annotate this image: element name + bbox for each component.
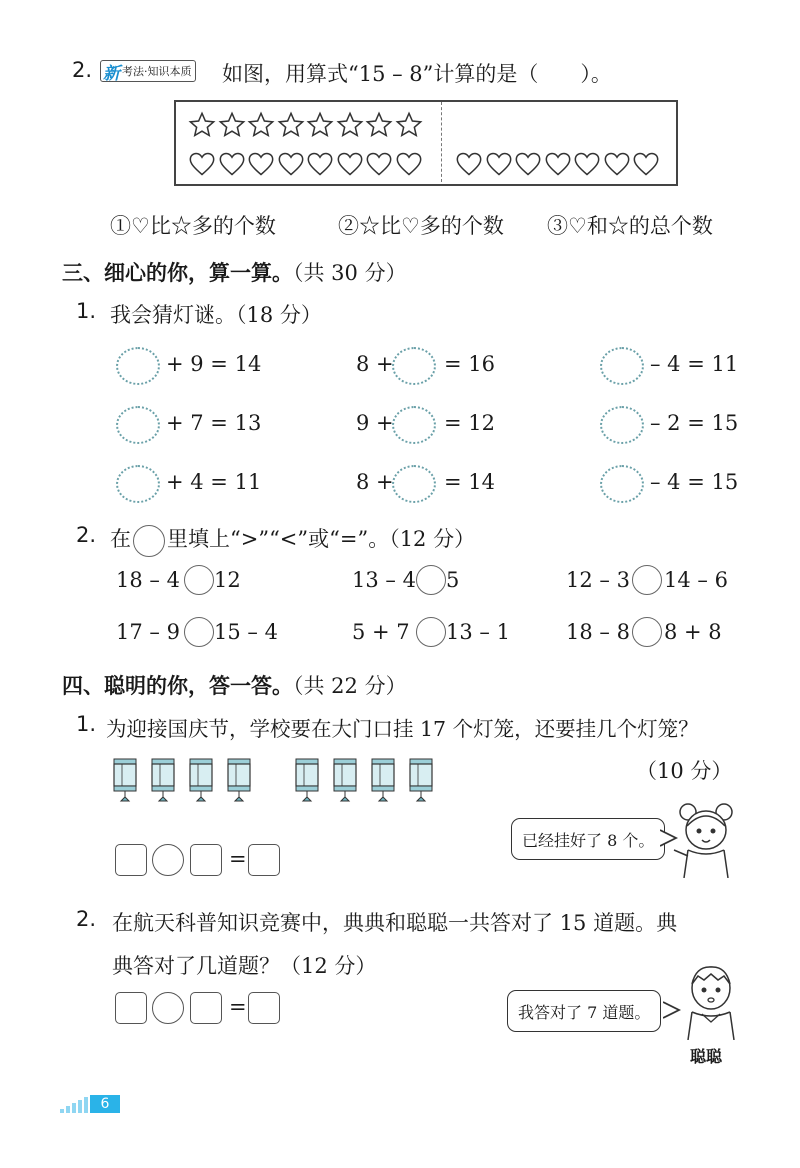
circle-symbol-icon xyxy=(133,525,165,557)
lantern-riddle-blank xyxy=(116,465,160,503)
lantern-riddle-blank xyxy=(392,347,436,385)
compare-right-expression: 5 xyxy=(446,568,460,592)
lantern-icon xyxy=(224,757,250,811)
compare-answer-circle[interactable] xyxy=(416,617,446,647)
answer-box[interactable] xyxy=(115,844,147,876)
figure-divider xyxy=(441,102,442,182)
star-icon xyxy=(395,111,423,139)
lantern-icon xyxy=(330,757,356,811)
heart-icon xyxy=(485,150,513,178)
heart-icon xyxy=(277,150,305,178)
compare-left-expression: 13 – 4 xyxy=(352,568,416,592)
heart-icon xyxy=(247,150,275,178)
riddle-expression: + 4 = 11 xyxy=(166,470,262,494)
compare-left-expression: 18 – 4 xyxy=(116,568,180,592)
lantern-icon xyxy=(148,757,174,811)
operator-circle[interactable] xyxy=(152,992,184,1024)
q2-number: 2. xyxy=(72,58,93,82)
compare-answer-circle[interactable] xyxy=(416,565,446,595)
s3-q1-number: 1. xyxy=(76,299,97,323)
q2-option-3: ③♡和☆的总个数 xyxy=(547,214,713,238)
section3-heading xyxy=(62,257,407,287)
compare-answer-circle[interactable] xyxy=(632,565,662,595)
s4-q2-bubble-text: 我答对了 7 道题。 xyxy=(518,1002,651,1022)
heart-icon xyxy=(514,150,542,178)
lantern-riddle-blank xyxy=(600,465,644,503)
heart-icon xyxy=(632,150,660,178)
s3-q2-text-a: 在 xyxy=(110,527,131,551)
riddle-expression: 9 + xyxy=(356,411,394,435)
boy-name-label: 聪聪 xyxy=(690,1047,723,1066)
q2-option-1: ①♡比☆多的个数 xyxy=(110,214,276,238)
s4-q2-text-line1: 在航天科普知识竞赛中，典典和聪聪一共答对了 15 道题。典 xyxy=(112,911,678,935)
q2-option-2: ②☆比♡多的个数 xyxy=(338,214,504,238)
lantern-riddle-blank xyxy=(600,347,644,385)
compare-right-expression: 12 xyxy=(214,568,241,592)
compare-left-expression: 12 – 3 xyxy=(566,568,630,592)
lantern-icon xyxy=(186,757,212,811)
tag-new-label: 新 xyxy=(103,63,120,84)
answer-box[interactable] xyxy=(115,992,147,1024)
riddle-expression: 8 + xyxy=(356,470,394,494)
star-icon xyxy=(188,111,216,139)
heart-icon xyxy=(218,150,246,178)
s3-q2-number: 2. xyxy=(76,523,97,547)
girl-character-icon xyxy=(672,800,742,878)
compare-answer-circle[interactable] xyxy=(184,565,214,595)
s4-q2-text-line2: 典答对了几道题？（12 分） xyxy=(112,954,377,978)
lantern-riddle-blank xyxy=(392,406,436,444)
section4-heading xyxy=(62,670,407,700)
s4-q1-text: 为迎接国庆节，学校要在大门口挂 17 个灯笼，还要挂几个灯笼？ xyxy=(106,717,699,741)
compare-left-expression: 18 – 8 xyxy=(566,620,630,644)
compare-right-expression: 8 + 8 xyxy=(664,620,722,644)
lantern-riddle-blank xyxy=(116,406,160,444)
lantern-icon xyxy=(368,757,394,811)
heart-icon xyxy=(336,150,364,178)
star-icon xyxy=(365,111,393,139)
lantern-icon xyxy=(292,757,318,811)
compare-left-expression: 17 – 9 xyxy=(116,620,180,644)
heart-icon xyxy=(188,150,216,178)
lantern-riddle-blank xyxy=(600,406,644,444)
lantern-riddle-blank xyxy=(392,465,436,503)
star-icon xyxy=(306,111,334,139)
s4-q1-bubble-text: 已经挂好了 8 个。 xyxy=(522,830,655,850)
section4-score: （共 22 分） xyxy=(293,674,407,698)
star-icon xyxy=(218,111,246,139)
s4-q2-number: 2. xyxy=(76,907,97,931)
heart-icon xyxy=(395,150,423,178)
s4-q1-number: 1. xyxy=(76,712,97,736)
equals-sign: = xyxy=(229,847,247,871)
star-icon xyxy=(336,111,364,139)
boy-character-icon xyxy=(680,962,742,1040)
compare-left-expression: 5 + 7 xyxy=(352,620,410,644)
riddle-expression: = 12 xyxy=(444,411,495,435)
s4-q2-speech-bubble xyxy=(507,990,661,1032)
page-number-bar xyxy=(60,1093,124,1119)
section4-title: 四、聪明的你，答一答。 xyxy=(62,674,293,698)
riddle-expression: – 2 = 15 xyxy=(650,411,739,435)
riddle-expression: = 14 xyxy=(444,470,495,494)
heart-icon xyxy=(455,150,483,178)
s4-q1-score: （10 分） xyxy=(636,759,733,783)
riddle-expression: = 16 xyxy=(444,352,495,376)
heart-row-left xyxy=(188,150,424,178)
operator-circle[interactable] xyxy=(152,844,184,876)
compare-right-expression: 14 – 6 xyxy=(664,568,728,592)
q2-question-text: 如图，用算式“15 – 8”计算的是（ ）。 xyxy=(222,62,612,86)
lantern-icon xyxy=(110,757,136,811)
s3-q1-text: 我会猜灯谜。（18 分） xyxy=(110,303,322,327)
riddle-expression: 8 + xyxy=(356,352,394,376)
s3-q2-text-b: 里填上“>”“<”或“=”。（12 分） xyxy=(167,527,476,551)
answer-box[interactable] xyxy=(190,992,222,1024)
heart-icon xyxy=(365,150,393,178)
heart-icon xyxy=(544,150,572,178)
compare-answer-circle[interactable] xyxy=(632,617,662,647)
compare-right-expression: 15 – 4 xyxy=(214,620,278,644)
compare-right-expression: 13 – 1 xyxy=(446,620,510,644)
section3-score: （共 30 分） xyxy=(293,261,407,285)
result-box[interactable] xyxy=(248,844,280,876)
equals-sign: = xyxy=(229,995,247,1019)
s4-q1-speech-bubble xyxy=(511,818,665,860)
riddle-expression: – 4 = 15 xyxy=(650,470,739,494)
lantern-riddle-blank xyxy=(116,347,160,385)
star-icon xyxy=(277,111,305,139)
compare-answer-circle[interactable] xyxy=(184,617,214,647)
tag-text: 考法·知识本质 xyxy=(122,65,192,78)
new-method-tag xyxy=(100,60,196,83)
heart-icon xyxy=(603,150,631,178)
star-row xyxy=(188,111,424,139)
heart-row-right xyxy=(455,150,662,178)
s3-q2-text xyxy=(110,523,475,557)
heart-icon xyxy=(306,150,334,178)
heart-icon xyxy=(573,150,601,178)
result-box[interactable] xyxy=(248,992,280,1024)
section3-title: 三、细心的你，算一算。 xyxy=(62,261,293,285)
lantern-icon xyxy=(406,757,432,811)
answer-box[interactable] xyxy=(190,844,222,876)
star-icon xyxy=(247,111,275,139)
riddle-expression: + 7 = 13 xyxy=(166,411,262,435)
riddle-expression: – 4 = 11 xyxy=(650,352,739,376)
riddle-expression: + 9 = 14 xyxy=(166,352,262,376)
page-number: 6 xyxy=(100,1096,110,1112)
